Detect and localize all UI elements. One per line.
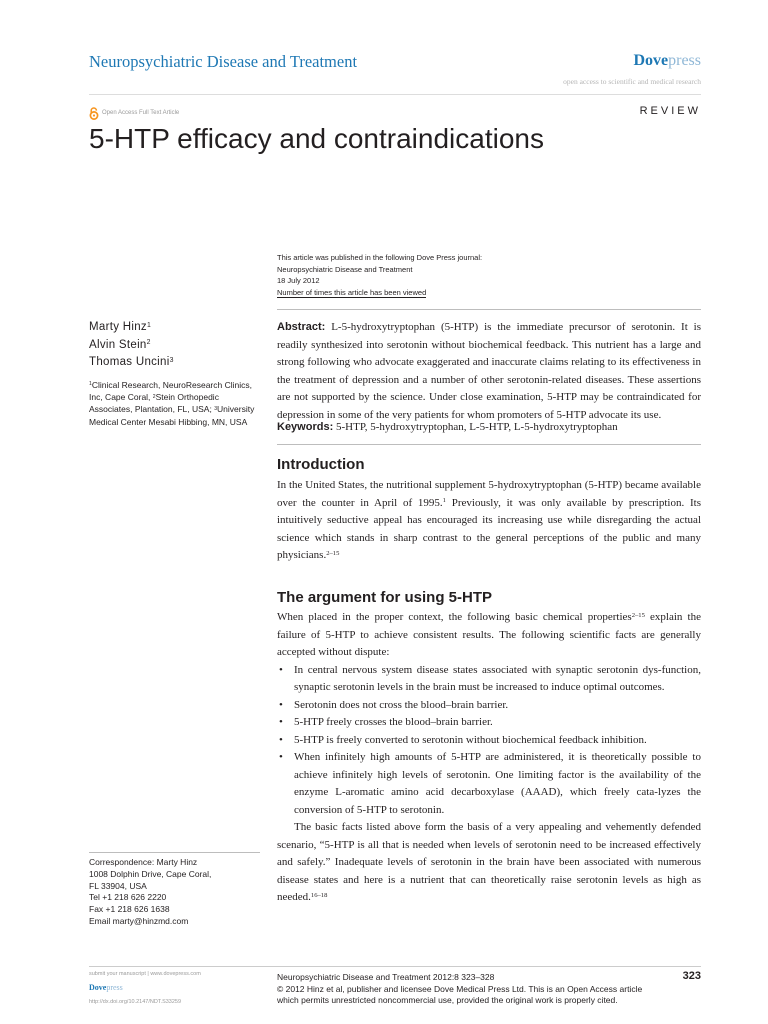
open-access-badge	[89, 104, 179, 122]
affiliations: $^1$Clinical Research, NeuroResearch Clinics, Inc, Cape Coral, $^2$Stein Orthopedic Associates, Plantation, FL, USA; $^3$University Medical Center Mesabi Hibbing, MN, USA	[89, 380, 255, 427]
list-item: • 5-HTP freely crosses the blood–brain barrier.	[294, 714, 701, 732]
publisher-logo-dove: Dove	[633, 52, 669, 69]
keywords-text: 5-HTP, 5-hydroxytryptophan, L-5-HTP, L-5-hydroxytryptophan	[336, 421, 618, 433]
submit-manuscript-link[interactable]: submit your manuscript | www.dovepress.com	[89, 971, 201, 977]
abstract	[277, 319, 701, 424]
email-link[interactable]: Email marty@hinzmd.com	[89, 915, 189, 926]
footer-publisher-logo: Dovepress	[89, 983, 123, 992]
header-divider	[89, 94, 701, 95]
correspondence-divider	[89, 852, 260, 853]
correspondence: Correspondence: Marty Hinz 1008 Dolphin Drive, Cape Coral, FL 33904, USA Tel +1 218 626 2220 Fax +1 218 626 1638 Email marty@hinzmd.com	[89, 857, 264, 928]
page-number: 323	[682, 970, 701, 982]
list-item: • In central nervous system disease states associated with synaptic serotonin dys-function, synaptic serotonin levels in the brain must be increased to induce optimal outcomes.	[294, 662, 701, 697]
keywords	[277, 419, 701, 437]
citation-ref[interactable]: 2–15	[631, 611, 645, 619]
open-access-label: Open Access Full Text Article	[102, 110, 180, 117]
publication-info	[277, 252, 482, 298]
abstract-top-divider	[277, 309, 701, 310]
author-list	[89, 319, 174, 372]
citation-ref[interactable]: 16–18	[310, 891, 328, 899]
list-item: • When infinitely high amounts of 5-HTP are administered, it is theoretically possible to achieve infinitely high levels of serotonin. One limiting factor is the availability of the enzyme L-aromatic amino acid decarboxylase (AAAD), which freely cata-lyzes the conversion of 5-HTP to serotonin.	[294, 749, 701, 819]
pub-line-1: This article was published in the following Dove Press journal:	[277, 253, 483, 262]
author: Marty Hinz$^1$	[89, 321, 152, 333]
open-access-icon	[89, 107, 99, 120]
abstract-label: Abstract:	[277, 321, 326, 333]
citation-ref[interactable]: 1	[442, 497, 446, 505]
keywords-label: Keywords:	[277, 421, 334, 433]
author: Thomas Uncini$^3$	[89, 356, 174, 368]
doi-link[interactable]: http://dx.doi.org/10.2147/NDT.S33259	[89, 999, 182, 1005]
abstract-bottom-divider	[277, 444, 701, 445]
argument-section	[277, 609, 701, 907]
argument-heading: The argument for using 5-HTP	[277, 589, 493, 606]
pub-line-3: 18 July 2012	[277, 276, 320, 285]
article-title: 5-HTP efficacy and contraindications	[89, 123, 544, 154]
introduction-text: In the United States, the nutritional supplement 5-hydroxytryptophan (5-HTP) became available over the counter in April of 1995.$^1$ Previously, it was only available by prescription. Its intuitively seductive appeal has encouraged its increasing use while disregarding the actual science which stands in sharp contrast to the general perceptions of the public and many physicians.$^{2-15}$	[277, 479, 701, 561]
introduction-heading: Introduction	[277, 456, 365, 473]
facts-list	[277, 662, 701, 820]
list-item: • 5-HTP is freely converted to serotonin without biochemical feedback inhibition.	[294, 732, 701, 750]
views-link[interactable]: Number of times this article has been viewed	[277, 287, 427, 297]
list-item: • Serotonin does not cross the blood–brain barrier.	[294, 697, 701, 715]
argument-intro: When placed in the proper context, the following basic chemical properties$^{2-15}$ explain the failure of 5-HTP to achieve consistent results. The following scientific facts are generally accepted without dispute:	[277, 611, 701, 658]
abstract-text: L-5-hydroxytryptophan (5-HTP) is the immediate precursor of serotonin. It is readily synthesized into serotonin without biochemical feedback. This nutrient has a large and strong following who advocate exaggerated and inaccurate claims relating to its effectiveness in the treatment of depression and a number of other serotonin-related diseases. These assertions are not supported by the science. Under close examination, 5-HTP may be contraindicated for depression in some of the very patients for whom promoters of 5-HTP advocate its use.	[277, 321, 701, 421]
citation-ref[interactable]: 2–15	[326, 549, 340, 557]
journal-name: Neuropsychiatric Disease and Treatment	[89, 52, 358, 71]
author: Alvin Stein$^2$	[89, 338, 151, 351]
pub-line-2: Neuropsychiatric Disease and Treatment	[277, 264, 413, 274]
publisher-logo-press: press	[668, 52, 701, 69]
footer-citation: Neuropsychiatric Disease and Treatment 2012:8 323–328 © 2012 Hinz et al, publisher and licensee Dove Medical Press Ltd. This is an Open Access article which permits unrestricted noncommercial use, provided the original work is properly cited.	[277, 972, 643, 1005]
argument-paragraph: The basic facts listed above form the basis of a very appealing and vehemently defended scenario, “5-HTP is all that is needed when levels of serotonin need to be increased effectively and safely.” Inadequate levels of serotonin in the brain have been associated with numerous disease states and here is a nutrient that can theoretically raise serotonin levels as high as needed.$^{16-18}$	[277, 821, 701, 903]
publisher-tagline: open access to scientific and medical research	[563, 77, 701, 86]
footer-divider	[89, 966, 701, 967]
article-type: REVIEW	[639, 105, 701, 117]
publisher-logo	[600, 52, 701, 70]
